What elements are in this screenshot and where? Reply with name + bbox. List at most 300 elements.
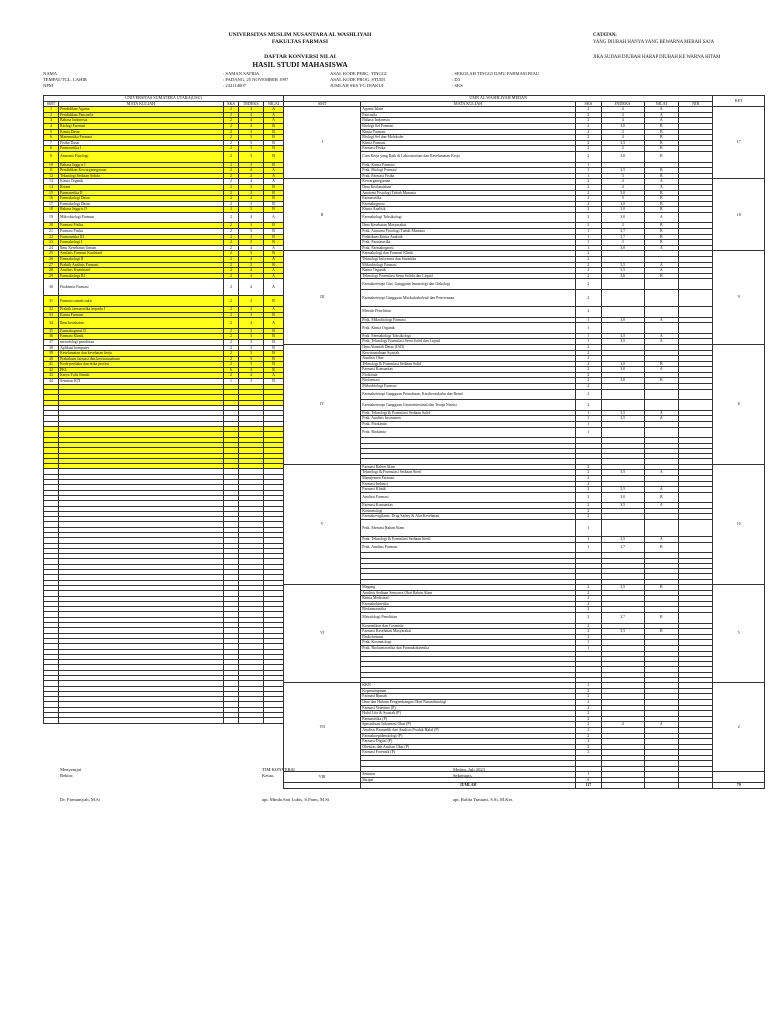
course-grade: B (644, 190, 678, 196)
course-name: Farmasi Komunitas (361, 503, 576, 509)
course-index: 4 (601, 107, 644, 113)
semester-label: IV (284, 344, 361, 464)
course-number: 2 (44, 112, 59, 118)
table-row (44, 279, 284, 296)
course-index: 3,5 (601, 487, 644, 493)
course-name: Prak. Teknologi & Formulasi Sediaan Steril (361, 537, 576, 543)
course-grade: B (644, 123, 678, 129)
course-number: 28 (44, 268, 59, 274)
course-grade: B (644, 223, 678, 229)
course-sks: 2 (224, 339, 239, 345)
course-name: Analisis Biomedik dan Analisis Produk Halal (P) (361, 728, 576, 734)
course-sks: 1 (575, 317, 601, 323)
table-row (44, 212, 284, 223)
course-grade: A (644, 112, 678, 118)
course-index: 4 (239, 373, 264, 379)
course-sks: 2 (575, 179, 601, 185)
course-name: Kimia Analitik (361, 207, 576, 213)
course-name: Prak. Fitokimia (361, 422, 576, 428)
course-sks: 2 (224, 162, 239, 168)
semester-label: V (284, 464, 361, 584)
course-name: Prak. Biologi Farmasi (361, 168, 576, 174)
course-grade: A (644, 339, 678, 345)
course-name: Pendidikan Kewarganegaraan (59, 168, 224, 174)
course-index: 3 (239, 207, 264, 213)
course-index: 3,5 (601, 262, 644, 268)
course-grade: B (264, 151, 284, 162)
course-name: Prak. Farmasetika (361, 240, 576, 246)
signature-rektor-block (60, 767, 81, 779)
course-grade: B (264, 367, 284, 373)
course-name: Bahasa Inggris II (59, 207, 224, 213)
course-sks: 2 (224, 118, 239, 124)
course-name: Kewirausahaan Syariah (361, 350, 576, 356)
course-grade: B (644, 378, 678, 384)
course-sks: 2 (575, 123, 601, 129)
semester-label: VII (284, 683, 361, 772)
course-sks: 2 (224, 345, 239, 351)
course-number: 5 (44, 129, 59, 135)
course-index: 3 (601, 129, 644, 135)
course-sks: 6 (224, 367, 239, 373)
course-index: 3 (601, 146, 644, 152)
course-index: 3 (239, 351, 264, 357)
asal-pt-value: : SEKOLAH TINGGI ILMU FARMASI RIAU (452, 71, 540, 76)
course-index: 4 (239, 245, 264, 251)
total-nir (678, 783, 712, 789)
course-index: 4 (239, 112, 264, 118)
course-index: 3 (239, 229, 264, 235)
document-title: DAFTAR KONVERSI NILAI (264, 54, 336, 60)
course-sks: 2 (224, 268, 239, 274)
total-label: JUMLAH (361, 783, 576, 789)
course-grade: A (264, 268, 284, 274)
course-sks: 2 (575, 372, 601, 378)
course-name: Ilmu Kesehatan Umum (59, 245, 224, 251)
course-name: Pendidikan Pancasila (59, 112, 224, 118)
course-name: Bahasa Indonesia (361, 118, 576, 124)
course-index: 3 (601, 196, 644, 202)
course-sks: 1 (575, 410, 601, 416)
course-number: 12 (44, 173, 59, 179)
course-name: Biofarmasi (361, 378, 576, 384)
asal-prodi-label: ASAL KODE PROG. STUDI (330, 77, 385, 82)
course-name: Biologi Farmasi (59, 123, 224, 129)
course-name: Kimia Farmasi (59, 312, 224, 318)
course-number: 6 (44, 135, 59, 141)
course-sks: 2 (224, 245, 239, 251)
course-name: Ilmu Kealamiahan (361, 184, 576, 190)
course-name: Prak. Analisis Farmasi (361, 542, 576, 553)
total-smt (284, 783, 361, 789)
course-name: Farmakologi Dasar (59, 201, 224, 207)
course-sks: 2 (575, 251, 601, 257)
course-number: 20 (44, 223, 59, 229)
course-name: Farmasetika (361, 196, 576, 202)
course-index: 4 (601, 184, 644, 190)
course-index: 3 (239, 201, 264, 207)
course-index: 3 (239, 345, 264, 351)
course-index: 3,5 (601, 168, 644, 174)
course-sks: 2 (224, 356, 239, 362)
course-index: 3,5 (601, 537, 644, 543)
course-index: 3 (239, 251, 264, 257)
course-name: Kimia Organik (59, 179, 224, 185)
course-name: Manajemen Farmasi (361, 475, 576, 481)
course-grade: B (644, 234, 678, 240)
course-sks: 2 (224, 151, 239, 162)
asal-pt-label: ASAL KODE PERG. TINGGI (330, 71, 387, 76)
course-name: Farmakognosi (361, 201, 576, 207)
course-number: 30 (44, 279, 59, 296)
course-sks: 2 (575, 389, 601, 400)
origin-info-labels (330, 71, 387, 89)
course-name: Fitokimia Farmasi (59, 279, 224, 296)
course-grade (644, 290, 678, 307)
course-sks: 1 (575, 229, 601, 235)
course-sks: 2 (575, 750, 601, 756)
course-sks: 2 (575, 508, 601, 514)
course-sks: 2 (575, 694, 601, 700)
course-index: 4 (601, 135, 644, 141)
left-col-smt: SMT (44, 101, 59, 107)
signature-ketua-role2: Ketua, (262, 773, 275, 778)
course-index: 3 (239, 240, 264, 246)
course-name: Farmasetika I (59, 146, 224, 152)
course-grade: B (264, 129, 284, 135)
course-grade: B (644, 140, 678, 146)
course-name: Obesitas dan Asuhan Obat (P) (361, 744, 576, 750)
course-grade: B (264, 312, 284, 318)
course-sks: 2 (575, 590, 601, 596)
course-name: Ilmu dan Hukum Pengembangan Obat Nanoteknologi (361, 700, 576, 706)
course-name: Prak. Biokimia (361, 427, 576, 438)
course-grade: B (644, 612, 678, 623)
course-grade: A (264, 112, 284, 118)
course-sks: 2 (575, 279, 601, 290)
course-sks: 2 (224, 146, 239, 152)
course-index: 3 (239, 296, 264, 307)
course-sks: 2 (575, 146, 601, 152)
course-name: KKN (361, 683, 576, 689)
origin-info-values (452, 71, 539, 89)
course-index (601, 279, 644, 290)
course-grade: B (264, 240, 284, 246)
course-name: Anatomi Fisiologi (59, 151, 224, 162)
right-col-mk: MATA KULIAH (361, 101, 576, 107)
semester-label: I (284, 107, 361, 179)
course-sks: 1 (575, 162, 601, 168)
course-grade: A (644, 537, 678, 543)
course-name: Farmasi Komunitas (361, 367, 576, 373)
course-grade: B (264, 207, 284, 213)
course-name: Prak. Farmasi Fisika (361, 173, 576, 179)
course-grade (644, 323, 678, 334)
right-col-sks: SKS (575, 101, 601, 107)
course-name: Ilmu Alamiah Dasar (IAD) (361, 344, 576, 350)
course-grade: B (264, 345, 284, 351)
student-info-values (223, 71, 288, 89)
semester-ket: 8 (713, 344, 765, 464)
course-name: Halal Life & Syariah (P) (361, 711, 576, 717)
course-sks: 2 (575, 514, 601, 520)
course-number: 40 (44, 356, 59, 362)
total-sks: 117 (575, 783, 601, 789)
course-sks: 2 (575, 612, 601, 623)
course-index: 3 (601, 240, 644, 246)
course-index: 3 (239, 129, 264, 135)
course-sks: 2 (575, 140, 601, 146)
course-name: Bahasa Indonesia (59, 118, 224, 124)
signature-sekretaris-role1: Medan, Juli 2023 (453, 767, 486, 772)
course-index: 4 (239, 212, 264, 223)
course-nir (678, 212, 712, 223)
course-sks: 2 (575, 475, 601, 481)
course-number: 8 (44, 146, 59, 152)
course-grade: A (644, 184, 678, 190)
course-index (601, 306, 644, 317)
course-sks: 2 (575, 273, 601, 279)
course-grade: A (644, 245, 678, 251)
course-name: Farmasi Forensik (P) (361, 750, 576, 756)
course-sks: 1 (575, 427, 601, 438)
course-name: Praktik farmasetika terpadu I (59, 306, 224, 312)
course-index: 3 (239, 312, 264, 318)
course-name: Analisis Farmasi (361, 492, 576, 503)
npm-label: NPM (43, 83, 53, 88)
course-number: 14 (44, 184, 59, 190)
course-sks: 2 (575, 683, 601, 689)
course-name: Farmakokinetika (361, 601, 576, 607)
semester-ket: 9 (713, 251, 765, 344)
course-name: Agama Islam (361, 107, 576, 113)
course-index: 4 (239, 118, 264, 124)
course-nir (678, 290, 712, 307)
course-index: 3,5 (601, 410, 644, 416)
course-sks: 2 (575, 384, 601, 390)
course-sks: 1 (575, 333, 601, 339)
course-index: 3 (239, 328, 264, 334)
course-index: 4 (601, 722, 644, 728)
document-subtitle: HASIL STUDI MAHASISWA (252, 60, 348, 69)
course-grade: A (264, 306, 284, 312)
course-name: Teknologi Formulasi Semi Solida dan Liquid (361, 273, 576, 279)
course-grade: B (644, 240, 678, 246)
course-grade: B (264, 334, 284, 340)
course-name: Pendidikan Agama (59, 107, 224, 113)
course-index: 3,0 (601, 123, 644, 129)
course-sks: 2 (575, 700, 601, 706)
course-sks: 2 (224, 257, 239, 263)
course-grade: B (264, 262, 284, 268)
notes-title: CATATAN: (593, 33, 617, 38)
course-index: 4 (601, 112, 644, 118)
course-index: 3 (239, 151, 264, 162)
course-index: 3 (239, 135, 264, 141)
course-grade: B (264, 123, 284, 129)
course-sks: 1 (575, 422, 601, 428)
course-sks: 2 (224, 179, 239, 185)
course-name: Praktikum Kimia Analitik (361, 234, 576, 240)
course-name: metodologi penelitian (59, 339, 224, 345)
course-index: 3 (239, 367, 264, 373)
course-grade: B (264, 162, 284, 168)
course-grade: B (264, 196, 284, 202)
course-sks: 2 (575, 688, 601, 694)
course-number: 22 (44, 234, 59, 240)
course-sks: 2 (575, 705, 601, 711)
signature-rektor-role1: Menyetujui (60, 767, 82, 772)
course-sks: 2 (575, 503, 601, 509)
course-grade: B (644, 629, 678, 635)
course-sks: 2 (224, 201, 239, 207)
course-number: 33 (44, 312, 59, 318)
course-index: 3 (239, 190, 264, 196)
course-sks: 2 (224, 312, 239, 318)
faculty-name: FAKULTAS FARMASI (271, 39, 329, 45)
course-index: 4 (601, 179, 644, 185)
course-sks: 2 (575, 492, 601, 503)
course-grade: A (264, 107, 284, 113)
course-number: 42 (44, 367, 59, 373)
course-grade: B (644, 273, 678, 279)
course-index: 3 (601, 173, 644, 179)
course-grade: B (644, 173, 678, 179)
course-nir (678, 279, 712, 290)
course-name: Seminar (361, 771, 576, 777)
ttl-value: : PADANG, 25 NOVEMBER 1997 (223, 77, 289, 82)
course-grade: B (644, 129, 678, 135)
course-name: Farmasi Fisika (361, 146, 576, 152)
table-row (44, 718, 284, 723)
course-index: 3,5 (601, 470, 644, 476)
course-grade: B (644, 151, 678, 162)
course-sks: 1 (224, 379, 239, 385)
course-index: 3 (239, 162, 264, 168)
course-name: Prak. Kosmetologi (361, 640, 576, 646)
course-name: Kimia Farmasi (361, 140, 576, 146)
course-name: Magang (361, 584, 576, 590)
course-name: Ilmu kesehatan (59, 318, 224, 329)
course-grade: A (644, 416, 678, 422)
course-number: 3 (44, 118, 59, 124)
course-name: PKL (59, 367, 224, 373)
course-sks: 2 (224, 212, 239, 223)
course-index: 4 (239, 168, 264, 174)
course-index: 3 (239, 223, 264, 229)
course-grade: A (264, 245, 284, 251)
course-grade: A (644, 722, 678, 728)
course-number: 1 (44, 107, 59, 113)
course-sks: 2 (575, 306, 601, 317)
course-name: Biologi Sel Farmasi (361, 123, 576, 129)
course-number: 35 (44, 328, 59, 334)
course-name: Farmasi Klinik (361, 487, 576, 493)
course-name: Mikrobiologi Farmasi (59, 212, 224, 223)
course-sks: 2 (575, 716, 601, 722)
course-index: 4 (239, 107, 264, 113)
course-name: Farmasi Fisika (59, 223, 224, 229)
table-row (44, 318, 284, 329)
right-col-nir: NIR (678, 101, 712, 107)
course-sks: 2 (575, 268, 601, 274)
course-name: Farmasi Fisika (59, 229, 224, 235)
course-name: Prak. Teknologi & Formulasi Sediaan Solid (361, 410, 576, 416)
course-index (601, 290, 644, 307)
course-grade: B (644, 196, 678, 202)
course-name: Farmakologi I (59, 240, 224, 246)
course-number: 41 (44, 362, 59, 368)
student-info-labels (43, 71, 87, 89)
course-sks: 2 (575, 481, 601, 487)
course-sks: 2 (575, 464, 601, 470)
course-name: Farmakognosi II (59, 328, 224, 334)
course-grade (264, 718, 284, 723)
course-sks: 2 (224, 306, 239, 312)
course-sks: 2 (224, 334, 239, 340)
semester-label: III (284, 251, 361, 344)
course-sks: 2 (224, 129, 239, 135)
course-sks: 2 (224, 140, 239, 146)
course-sks: 1 (575, 416, 601, 422)
sks-diakui-label: JUMLAH SKS YG DIAKUI (330, 83, 384, 88)
course-sks: 2 (575, 118, 601, 124)
total-grade (644, 783, 678, 789)
course-index: 3 (239, 356, 264, 362)
signature-ketua-name: apt. Minda Sari Lubis, S.Farm, M.Si (262, 797, 330, 802)
course-number: 44 (44, 379, 59, 385)
npm-value: : 232114007 (223, 83, 246, 88)
course-number: 19 (44, 212, 59, 223)
course-sks: 1 (575, 339, 601, 345)
course-name: Prak. Mikrobiologi Farmasi (361, 317, 576, 323)
course-grade: B (264, 351, 284, 357)
course-name: Teknologi & Formulasi Sediaan Steril (361, 470, 576, 476)
course-index: 3,5 (601, 629, 644, 635)
course-name: Farmasetika (P) (361, 716, 576, 722)
course-index: 4 (601, 118, 644, 124)
course-sks: 2 (575, 584, 601, 590)
semester-ket: 2 (713, 683, 765, 772)
course-name: Botani (59, 184, 224, 190)
course-index: 3 (239, 234, 264, 240)
course-grade: A (644, 118, 678, 124)
course-name: Pancasila (361, 112, 576, 118)
course-grade: B (644, 492, 678, 503)
course-name: Bahasa Inggris I (59, 162, 224, 168)
course-nir (678, 323, 712, 334)
course-name: Cara Kerja yang Baik di Laboratorium dan Keselamatan Kerja (361, 151, 576, 162)
course-name: Kepemimpinan (361, 688, 576, 694)
course-index: 3,5 (601, 333, 644, 339)
left-grade-table (43, 95, 284, 724)
course-name: Anatomi Fisiologi Tubuh Manusia (361, 190, 576, 196)
course-name: Matematika Farmasi (59, 135, 224, 141)
course-sks: 2 (224, 168, 239, 174)
course-name: Teknologi Informasi dan Statistika (361, 257, 576, 263)
course-index: 3 (239, 262, 264, 268)
course-name: Biofarmasetika (361, 607, 576, 613)
course-grade: B (644, 361, 678, 367)
course-name: Seminar KTI (59, 379, 224, 385)
course-name: Prak. Farmakognosi (361, 245, 576, 251)
course-name: Praktik Analisis Farmasi (59, 262, 224, 268)
course-name: Radiofarmasi (361, 634, 576, 640)
course-name: Prak. Teknologi Formulasi Semi Solid dan Liquid (361, 339, 576, 345)
course-sks: 2 (575, 607, 601, 613)
course-index: 4 (239, 318, 264, 329)
course-sks: 2 (575, 367, 601, 373)
